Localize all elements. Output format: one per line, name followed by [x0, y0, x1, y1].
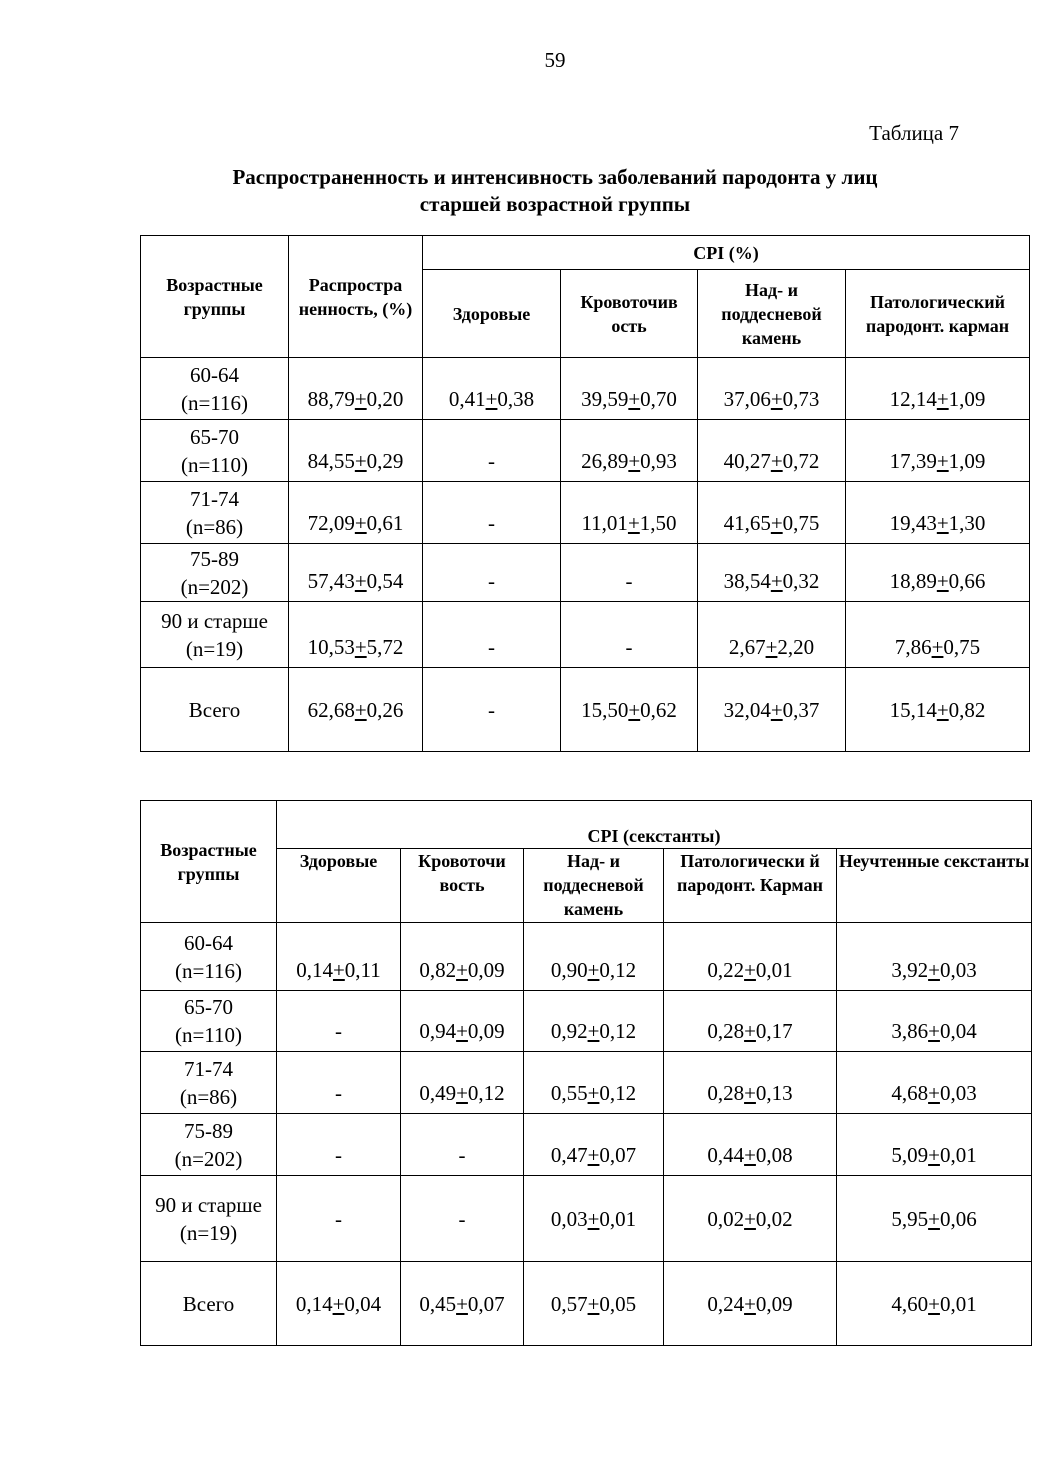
- value-cell: 0,44+0,08: [664, 1114, 837, 1176]
- plus-minus-sign: +: [456, 1019, 468, 1043]
- page-number: 59: [544, 48, 566, 72]
- value-cell: 62,68+0,26: [289, 668, 423, 752]
- value-cell: 12,14+1,09: [846, 358, 1030, 420]
- subheader-bleeding: Кровоточив ость: [561, 270, 698, 358]
- plus-minus-sign: +: [770, 511, 783, 535]
- value-cell: 0,28+0,17: [664, 991, 837, 1052]
- value-cell: 0,49+0,12: [401, 1052, 524, 1114]
- header-prevalence: Распростра ненность, (%): [289, 236, 423, 358]
- plus-minus-sign: +: [456, 1291, 468, 1316]
- value-cell: 38,54+0,32: [698, 544, 846, 602]
- value-cell: -: [277, 991, 401, 1052]
- value-cell: 15,50+0,62: [561, 668, 698, 752]
- age-group-cell: [141, 668, 289, 752]
- plus-minus-sign: +: [587, 1291, 600, 1316]
- table-prevalence: [140, 235, 1030, 752]
- value-cell: -: [277, 1176, 401, 1262]
- subheader2-bleeding: Кровоточи вость: [401, 849, 524, 923]
- table-row: [141, 420, 1030, 482]
- subheader2-pocket: Патологически й пародонт. Карман: [664, 849, 837, 923]
- table-row: [141, 1176, 1032, 1262]
- table-row: [141, 1052, 1032, 1114]
- plus-minus-sign: +: [332, 1291, 345, 1316]
- plus-minus-sign: +: [744, 1081, 756, 1105]
- value-cell: -: [561, 544, 698, 602]
- value-cell: 0,24+0,09: [664, 1262, 837, 1346]
- subheader2-healthy: Здоровые: [277, 849, 401, 923]
- value-cell: 4,68+0,03: [837, 1052, 1032, 1114]
- age-group-cell: 90 и старше (n=19): [141, 1176, 277, 1262]
- age-group-cell: 60-64 (n=116): [141, 923, 277, 991]
- age-group-range: 90 и старше: [161, 608, 268, 633]
- plus-minus-sign: +: [354, 449, 367, 473]
- value-cell: -: [561, 602, 698, 668]
- value-cell: -: [423, 482, 561, 544]
- value-cell: 18,89+0,66: [846, 544, 1030, 602]
- plus-minus-sign: +: [587, 1081, 600, 1105]
- plus-minus-sign: +: [928, 1291, 940, 1316]
- value-cell: -: [277, 1052, 401, 1114]
- age-group-cell: 75-89 (n=202): [141, 1114, 277, 1176]
- value-cell: 0,55+0,12: [524, 1052, 664, 1114]
- plus-minus-sign: +: [744, 1206, 756, 1231]
- age-group-range: 71-74: [190, 486, 239, 511]
- value-cell: 0,94+0,09: [401, 991, 524, 1052]
- value-cell: 5,95+0,06: [837, 1176, 1032, 1262]
- value-cell: -: [423, 420, 561, 482]
- value-cell: -: [423, 602, 561, 668]
- plus-minus-sign: +: [936, 511, 949, 535]
- value-cell: -: [423, 668, 561, 752]
- plus-minus-sign: +: [744, 1019, 756, 1043]
- plus-minus-sign: +: [456, 958, 468, 982]
- plus-minus-sign: +: [456, 1081, 468, 1105]
- value-cell: 0,28+0,13: [664, 1052, 837, 1114]
- header-cpi-percent: CPI (%): [423, 236, 1030, 270]
- value-cell: 15,14+0,82: [846, 668, 1030, 752]
- age-group-range: Всего: [188, 697, 241, 722]
- age-group-cell: [141, 482, 289, 544]
- value-cell: 0,14+0,11: [277, 923, 401, 991]
- plus-minus-sign: +: [936, 569, 949, 593]
- plus-minus-sign: +: [770, 387, 783, 411]
- value-cell: 88,79+0,20: [289, 358, 423, 420]
- plus-minus-sign: +: [931, 635, 944, 659]
- plus-minus-sign: +: [354, 697, 367, 722]
- age-group-cell: 65-70 (n=110): [141, 991, 277, 1052]
- age-group-count: (n=19): [185, 636, 244, 661]
- plus-minus-sign: +: [928, 958, 940, 982]
- plus-minus-sign: +: [765, 635, 778, 659]
- value-cell: 37,06+0,73: [698, 358, 846, 420]
- value-cell: -: [423, 544, 561, 602]
- subheader-healthy: Здоровые: [423, 270, 561, 358]
- value-cell: 3,86+0,04: [837, 991, 1032, 1052]
- age-group-range: 65-70: [190, 424, 239, 449]
- plus-minus-sign: +: [485, 387, 498, 411]
- table-row: [141, 544, 1030, 602]
- table-row: [141, 923, 1032, 991]
- value-cell: 0,82+0,09: [401, 923, 524, 991]
- table-row: [141, 1114, 1032, 1176]
- value-cell: 84,55+0,29: [289, 420, 423, 482]
- age-group-cell: [141, 544, 289, 602]
- age-group-cell: 71-74 (n=86): [141, 1052, 277, 1114]
- header-age-groups: Возрастные группы: [141, 236, 289, 358]
- value-cell: -: [401, 1176, 524, 1262]
- plus-minus-sign: +: [928, 1019, 940, 1043]
- subheader-calculus: Над- и поддесневой камень: [698, 270, 846, 358]
- value-cell: -: [277, 1114, 401, 1176]
- value-cell: 0,57+0,05: [524, 1262, 664, 1346]
- value-cell: 19,43+1,30: [846, 482, 1030, 544]
- value-cell: 0,45+0,07: [401, 1262, 524, 1346]
- plus-minus-sign: +: [587, 958, 600, 982]
- table-prevalence-body: [141, 358, 1030, 752]
- value-cell: 0,03+0,01: [524, 1176, 664, 1262]
- value-cell: 5,09+0,01: [837, 1114, 1032, 1176]
- subheader-pocket: Патологический пародонт. карман: [846, 270, 1030, 358]
- value-cell: 41,65+0,75: [698, 482, 846, 544]
- plus-minus-sign: +: [587, 1206, 600, 1231]
- value-cell: 32,04+0,37: [698, 668, 846, 752]
- plus-minus-sign: +: [770, 697, 783, 722]
- plus-minus-sign: +: [628, 449, 641, 473]
- title-line-1: Распространенность и интенсивность заболеваний пародонта у лиц: [232, 165, 878, 189]
- title-line-2: старшей возрастной группы: [419, 192, 691, 216]
- value-cell: 7,86+0,75: [846, 602, 1030, 668]
- plus-minus-sign: +: [354, 569, 367, 593]
- value-cell: 10,53+5,72: [289, 602, 423, 668]
- value-cell: 39,59+0,70: [561, 358, 698, 420]
- value-cell: 0,02+0,02: [664, 1176, 837, 1262]
- value-cell: 0,90+0,12: [524, 923, 664, 991]
- plus-minus-sign: +: [354, 511, 367, 535]
- plus-minus-sign: +: [936, 449, 949, 473]
- value-cell: 2,67+2,20: [698, 602, 846, 668]
- age-group-count: (n=202): [180, 574, 249, 599]
- value-cell: 0,41+0,38: [423, 358, 561, 420]
- value-cell: 72,09+0,61: [289, 482, 423, 544]
- age-group-cell: [141, 420, 289, 482]
- value-cell: 26,89+0,93: [561, 420, 698, 482]
- value-cell: 0,47+0,07: [524, 1114, 664, 1176]
- subheader2-calculus: Над- и поддесневой камень: [524, 849, 664, 923]
- plus-minus-sign: +: [770, 569, 783, 593]
- value-cell: 57,43+0,54: [289, 544, 423, 602]
- value-cell: 11,01+1,50: [561, 482, 698, 544]
- plus-minus-sign: +: [744, 1143, 756, 1167]
- header-age-groups-2: Возрастные группы: [141, 801, 277, 923]
- plus-minus-sign: +: [628, 697, 641, 722]
- plus-minus-sign: +: [936, 697, 949, 722]
- plus-minus-sign: +: [332, 958, 345, 982]
- value-cell: -: [401, 1114, 524, 1176]
- table-title: [140, 164, 970, 218]
- table-label: Таблица 7: [869, 121, 959, 145]
- table-sextants-body: [141, 923, 1032, 1346]
- table-row: [141, 358, 1030, 420]
- plus-minus-sign: +: [928, 1081, 940, 1105]
- plus-minus-sign: +: [928, 1206, 940, 1231]
- plus-minus-sign: +: [587, 1143, 600, 1167]
- table-row: [141, 482, 1030, 544]
- table-row: [141, 668, 1030, 752]
- table-sextants: [140, 800, 1032, 1346]
- age-group-count: (n=110): [180, 452, 249, 477]
- age-group-count: (n=116): [180, 390, 249, 415]
- plus-minus-sign: +: [744, 958, 756, 982]
- value-cell: 3,92+0,03: [837, 923, 1032, 991]
- value-cell: 0,22+0,01: [664, 923, 837, 991]
- age-group-range: 60-64: [190, 362, 239, 387]
- plus-minus-sign: +: [587, 1019, 600, 1043]
- plus-minus-sign: +: [354, 635, 367, 659]
- value-cell: 17,39+1,09: [846, 420, 1030, 482]
- plus-minus-sign: +: [770, 449, 783, 473]
- subheader2-excluded: Неучтенные секстанты: [837, 849, 1032, 923]
- age-group-cell: Всего: [141, 1262, 277, 1346]
- plus-minus-sign: +: [627, 511, 640, 535]
- plus-minus-sign: +: [628, 387, 641, 411]
- header-cpi-sextants: CPI (секстанты): [277, 801, 1032, 849]
- table-row: [141, 991, 1032, 1052]
- value-cell: 40,27+0,72: [698, 420, 846, 482]
- plus-minus-sign: +: [936, 387, 949, 411]
- table-row: [141, 1262, 1032, 1346]
- plus-minus-sign: +: [744, 1291, 756, 1316]
- age-group-count: (n=86): [185, 514, 244, 539]
- value-cell: 4,60+0,01: [837, 1262, 1032, 1346]
- age-group-cell: [141, 358, 289, 420]
- age-group-range: 75-89: [190, 546, 239, 571]
- table-row: [141, 602, 1030, 668]
- value-cell: 0,92+0,12: [524, 991, 664, 1052]
- value-cell: 0,14+0,04: [277, 1262, 401, 1346]
- plus-minus-sign: +: [928, 1143, 940, 1167]
- age-group-cell: [141, 602, 289, 668]
- plus-minus-sign: +: [354, 387, 367, 411]
